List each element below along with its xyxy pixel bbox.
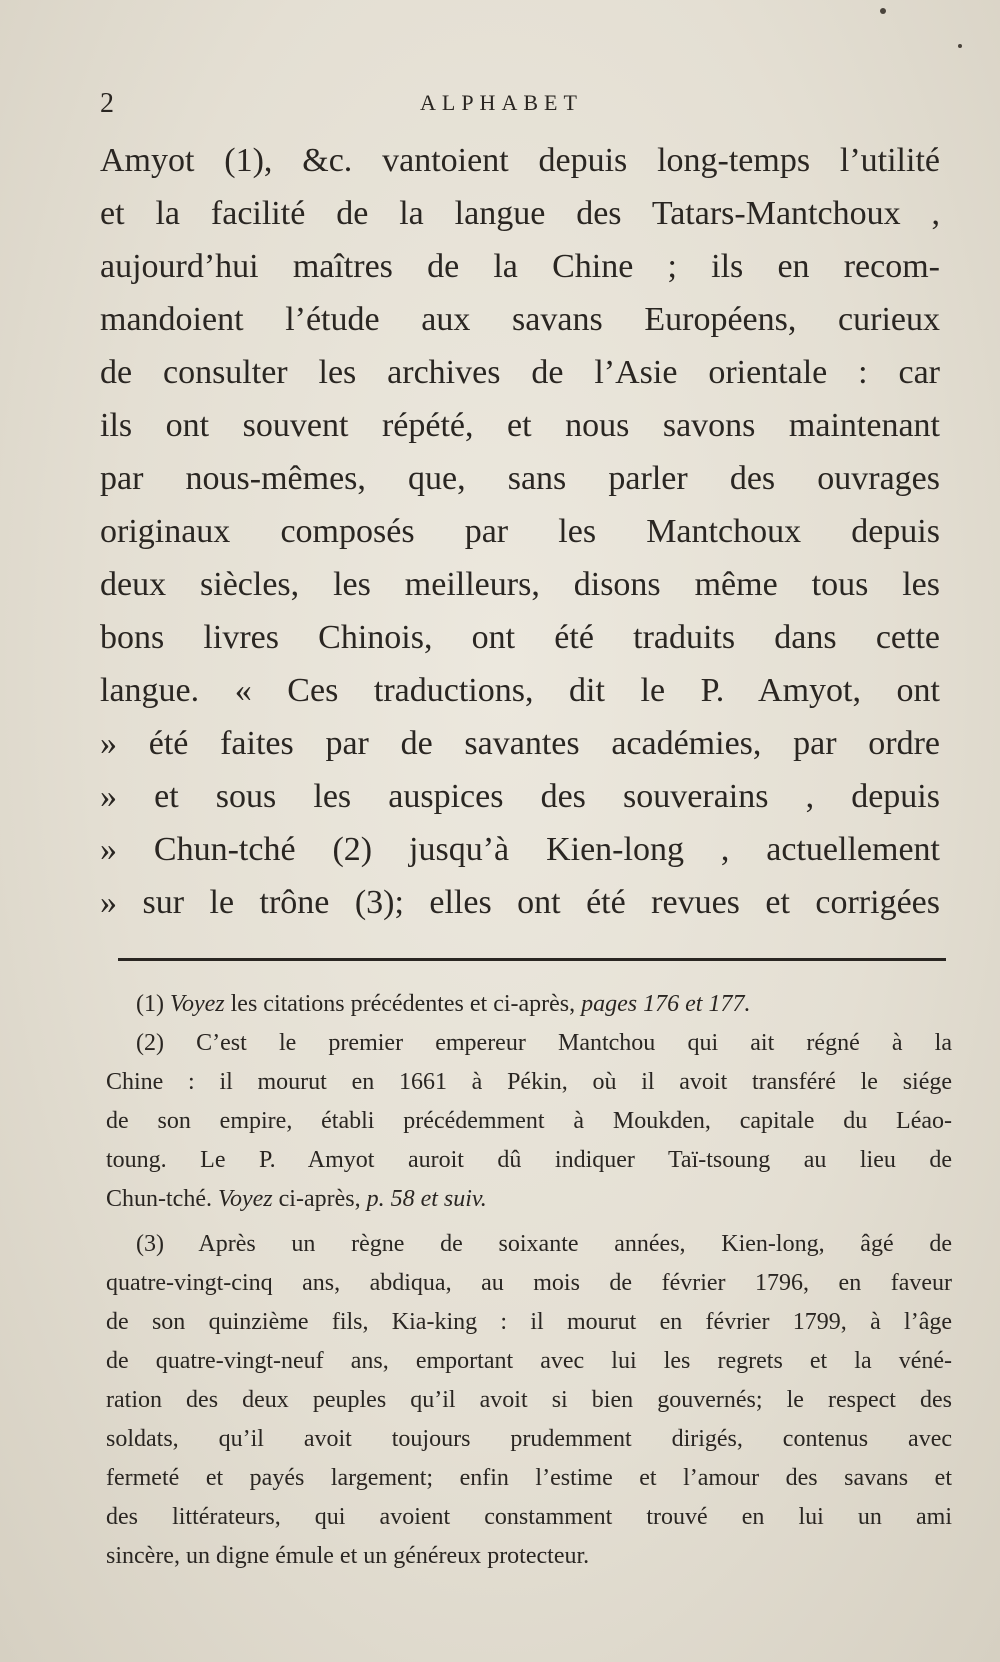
text-line: » et sous les auspices des souverains , depuis (100, 778, 940, 815)
ink-speck (958, 44, 962, 48)
footnote-text: ci-après, (278, 1186, 361, 1212)
footnote-2-line: de son empire, établi précédemment à Moukden, capitale du Léao- (106, 1108, 952, 1134)
text-line: par nous-mêmes, que, sans parler des ouvrages (100, 460, 940, 497)
footnote-3-line: de son quinzième fils, Kia-king : il mourut en février 1799, à l’âge (106, 1309, 952, 1335)
text-line: bons livres Chinois, ont été traduits dans cette (100, 619, 940, 656)
running-head: ALPHABET (420, 90, 583, 115)
footnote-3-line: des littérateurs, qui avoient constamment trouvé en lui un ami (106, 1504, 952, 1530)
page-number: 2 (100, 88, 114, 119)
footnotes (106, 985, 952, 1576)
footnote-2-last-line (106, 1180, 952, 1219)
text-line: et la facilité de la langue des Tatars-Mantchoux , (100, 195, 940, 232)
footnote-text: Chun-tché. (106, 1186, 212, 1212)
footnote-3-line: fermeté et payés largement; enfin l’estime et l’amour des savans et (106, 1465, 952, 1491)
voyez-italic: Voyez (169, 991, 225, 1017)
text-line: aujourd’hui maîtres de la Chine ; ils en recom- (100, 248, 940, 285)
footnote-3-line: quatre-vingt-cinq ans, abdiqua, au mois de février 1796, en faveur (106, 1270, 952, 1296)
page-header (100, 88, 950, 128)
footnote-3-line: ration des deux peuples qu’il avoit si bien gouvernés; le respect des (106, 1387, 952, 1413)
footnote-3-line: soldats, qu’il avoit toujours prudemment dirigés, contenus avec (106, 1426, 952, 1452)
footnote-2-line: toung. Le P. Amyot auroit dû indiquer Taï-tsoung au lieu de (106, 1147, 952, 1173)
text-line: Amyot (1), &c. vantoient depuis long-temps l’utilité (100, 142, 940, 179)
voyez-italic: Voyez (217, 1186, 273, 1212)
footnote-2-line: (2) C’est le premier empereur Mantchou qui ait régné à la (136, 1030, 952, 1056)
page-reference: p. 58 et suiv. (366, 1186, 487, 1212)
text-line: mandoient l’étude aux savans Européens, curieux (100, 301, 940, 338)
text-line: » sur le trône (3); elles ont été revues et corrigées (100, 884, 940, 921)
footnote-3-line: de quatre-vingt-neuf ans, emportant avec lui les regrets et la véné- (106, 1348, 952, 1374)
text-line: » Chun-tché (2) jusqu’à Kien-long , actuellement (100, 831, 940, 868)
footnote-3-line: sincère, un digne émule et un généreux protecteur. (106, 1543, 590, 1569)
text-line: » été faites par de savantes académies, par ordre (100, 725, 940, 762)
footnote-2-line: Chine : il mourut en 1661 à Pékin, où il avoit transféré le siége (106, 1069, 952, 1095)
footnote-3-line: (3) Après un règne de soixante années, Kien-long, âgé de (136, 1231, 952, 1257)
footnote-number: (1) (136, 991, 164, 1017)
ink-speck (880, 8, 886, 14)
text-line: originaux composés par les Mantchoux depuis (100, 513, 940, 550)
text-line: deux siècles, les meilleurs, disons même tous les (100, 566, 940, 603)
footnote-1 (106, 985, 952, 1024)
text-line: de consulter les archives de l’Asie orientale : car (100, 354, 940, 391)
text-line: ils ont souvent répété, et nous savons maintenant (100, 407, 940, 444)
text-line: langue. « Ces traductions, dit le P. Amyot, ont (100, 672, 940, 709)
page-reference: pages 176 et 177. (581, 991, 751, 1017)
footnote-rule (118, 958, 946, 961)
footnote-text: les citations précédentes et ci-après, (230, 991, 576, 1017)
main-text (100, 134, 940, 929)
